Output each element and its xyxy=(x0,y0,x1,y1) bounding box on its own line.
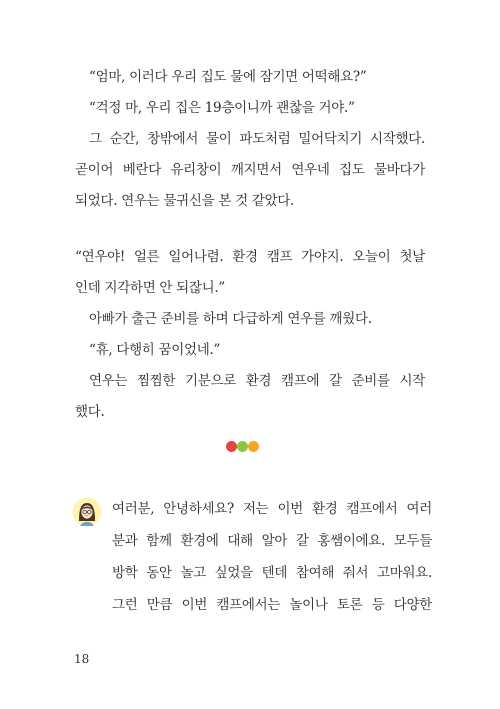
girl-with-glasses-avatar-icon xyxy=(72,497,102,527)
story-line: 아빠가 출근 준비를 하며 다급하게 연우를 깨웠다. xyxy=(89,311,372,327)
story-line: 연우는 찜찜한 기분으로 환경 캠프에 갈 준비를 시작 xyxy=(89,373,425,389)
divider-dot-red xyxy=(226,441,237,452)
divider-dot-orange xyxy=(248,441,259,452)
guide-note-line: 분과 함께 환경에 대해 알아 갈 홍쌤이에요. 모두들 xyxy=(112,533,432,549)
guide-note-line: 방학 동안 놀고 싶었을 텐데 참여해 줘서 고마워요. xyxy=(112,565,432,581)
story-line: 인데 지각하면 안 되잖니.” xyxy=(75,280,225,296)
guide-note-line: 그런 만큼 이번 캠프에서는 놀이나 토론 등 다양한 xyxy=(112,597,432,613)
story-line: “휴, 다행히 꿈이었네.” xyxy=(89,342,221,358)
page-number: 18 xyxy=(74,652,90,666)
story-line: “엄마, 이러다 우리 집도 물에 잠기면 어떡해요?” xyxy=(89,69,367,85)
story-line: 되었다. 연우는 물귀신을 본 것 같았다. xyxy=(75,193,295,209)
guide-note xyxy=(72,497,432,627)
section-divider xyxy=(226,441,260,453)
story-line: 했다. xyxy=(75,404,105,420)
story-line: 곧이어 베란다 유리창이 깨지면서 연우네 집도 물바다가 xyxy=(75,162,425,178)
story-line: 그 순간, 창밖에서 물이 파도처럼 밀어닥치기 시작했다. xyxy=(89,131,425,147)
guide-note-line: 여러분, 안녕하세요? 저는 이번 환경 캠프에서 여러 xyxy=(112,501,432,517)
story-line: “걱정 마, 우리 집은 19층이니까 괜찮을 거야.” xyxy=(89,100,355,116)
divider-dot-green xyxy=(237,441,248,452)
story-line: “연우야! 얼른 일어나렴. 환경 캠프 가야지. 오늘이 첫날 xyxy=(75,249,425,265)
